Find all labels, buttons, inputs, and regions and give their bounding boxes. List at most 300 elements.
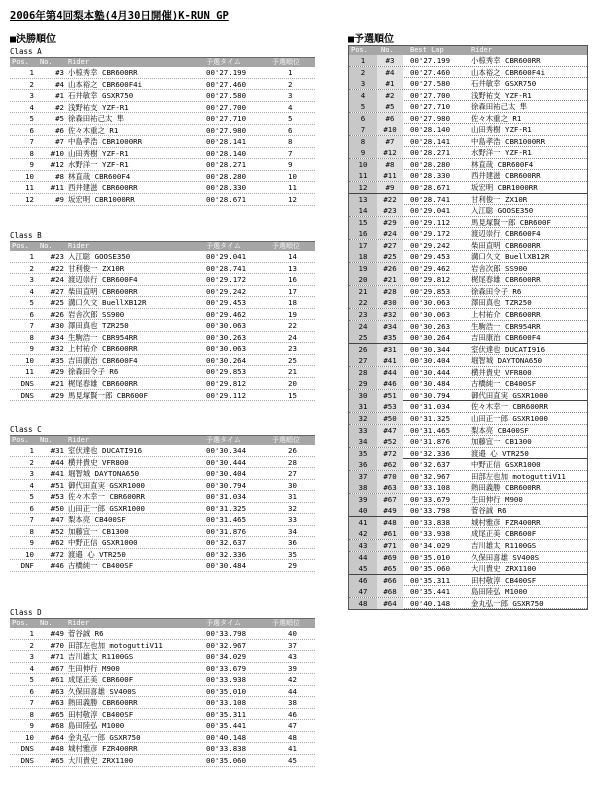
cell-rider: 吉田康治 CBR600F4 <box>68 355 138 365</box>
header-best-lap: Best Lap <box>410 46 444 54</box>
cell-qual-time: 00'35.311 <box>206 709 247 719</box>
cell-qual-time: 00'31.876 <box>206 526 247 536</box>
cell-best-lap: 00'32.637 <box>410 460 451 470</box>
cell-pos: 10 <box>25 549 34 559</box>
table-row <box>10 286 315 298</box>
cell-no: #31 <box>50 446 64 455</box>
cell-no: #72 <box>50 549 64 559</box>
cell-rider: 城村雅彦 FZR400RR <box>471 517 541 527</box>
cell-no: #27 <box>377 240 403 251</box>
table-row <box>10 560 315 572</box>
cell-rider: 佐々木重之 R1 <box>471 113 522 123</box>
table-row <box>10 125 315 137</box>
cell-qual-time: 00'28.330 <box>206 183 247 193</box>
cell-best-lap: 00'27.980 <box>410 113 451 123</box>
cell-no: #7 <box>55 137 64 147</box>
cell-rider: 中野正信 GSXR1000 <box>68 538 138 548</box>
table-row <box>10 491 315 503</box>
cell-pos: 2 <box>29 79 34 89</box>
cell-rider: 金丸弘一郎 GSXR750 <box>68 732 141 742</box>
cell-pos: 21 <box>349 286 377 297</box>
cell-qual-time: 00'27.710 <box>206 114 247 124</box>
cell-pos: 10 <box>25 355 34 365</box>
cell-no: #61 <box>50 675 64 685</box>
cell-pos: 30 <box>349 390 377 401</box>
cell-qual-time: 00'28.140 <box>206 148 247 158</box>
table-row <box>10 445 315 457</box>
cell-rider: 梶尾春雄 CBR600RR <box>68 379 138 389</box>
cell-best-lap: 00'27.460 <box>410 67 451 77</box>
cell-qual-time: 00'27.460 <box>206 79 247 89</box>
qualifying-table <box>348 45 588 610</box>
cell-rider: 林直哉 CBR600F4 <box>68 171 131 181</box>
cell-rider: 上村祐介 CBR600RR <box>68 344 138 354</box>
table-row <box>349 332 587 344</box>
table-row <box>10 390 315 402</box>
cell-best-lap: 00'31.034 <box>410 402 451 412</box>
header-no: No. <box>40 436 53 444</box>
cell-rider: 岩舎次郎 SS900 <box>471 263 528 273</box>
cell-no: #48 <box>50 744 64 754</box>
cell-pos: DNS <box>20 390 34 400</box>
cell-no: #63 <box>377 482 403 493</box>
cell-pos: 6 <box>29 309 34 319</box>
cell-rider: 田村敬淳 CB400SF <box>471 575 537 585</box>
cell-no: #11 <box>50 183 64 193</box>
cell-rider: 坂宏明 CBR1000RR <box>68 195 135 205</box>
cell-rider: 溝口久文 BuellXB12R <box>471 252 550 262</box>
cell-rider: 吉田康治 CBR600F4 <box>471 333 541 343</box>
class-label: Class D <box>10 608 42 617</box>
cell-rider: 梨本亮 CB400SF <box>471 425 529 435</box>
cell-qual-time: 00'30.264 <box>206 355 247 365</box>
cell-rider: 室伏達也 DUCATI916 <box>68 446 143 455</box>
table-row <box>349 321 587 333</box>
cell-rider: 田村敬淳 CB400SF <box>68 709 134 719</box>
cell-pos: 16 <box>349 228 377 239</box>
table-row <box>349 297 587 309</box>
table-row <box>349 517 587 529</box>
cell-no: #70 <box>377 471 403 482</box>
cell-qual-rank: 28 <box>288 457 297 467</box>
cell-qual-time: 00'33.798 <box>206 629 247 638</box>
cell-rider: 甘利俊一 ZX10R <box>471 194 528 204</box>
cell-rider: 徐森田令子 R6 <box>471 286 522 296</box>
cell-no: #29 <box>50 367 64 377</box>
cell-best-lap: 00'30.794 <box>410 390 451 400</box>
cell-no: #21 <box>50 379 64 389</box>
cell-qual-time: 00'33.938 <box>206 675 247 685</box>
cell-qual-rank: 48 <box>288 732 297 742</box>
cell-no: #62 <box>377 459 403 470</box>
cell-rider: 大川貴史 ZRX1100 <box>68 756 134 766</box>
cell-no: #1 <box>377 78 403 89</box>
table-row <box>349 540 587 552</box>
cell-pos: 3 <box>29 469 34 479</box>
cell-no: #32 <box>377 309 403 320</box>
cell-pos: 24 <box>349 321 377 332</box>
cell-no: #71 <box>50 652 64 662</box>
table-row <box>349 228 587 240</box>
header-pos: Pos. <box>12 436 29 444</box>
cell-pos: 39 <box>349 494 377 505</box>
cell-no: #64 <box>377 598 403 609</box>
cell-qual-time: 00'29.041 <box>206 252 247 261</box>
cell-pos: 2 <box>29 457 34 467</box>
cell-no: #3 <box>55 68 64 77</box>
cell-no: #67 <box>50 663 64 673</box>
table-row <box>10 663 315 675</box>
cell-no: #28 <box>377 286 403 297</box>
table-row <box>349 448 587 460</box>
table-row <box>349 147 587 159</box>
cell-no: #34 <box>50 332 64 342</box>
cell-no: #72 <box>377 448 403 459</box>
cell-qual-rank: 37 <box>288 640 297 650</box>
cell-qual-time: 00'30.484 <box>206 561 247 571</box>
cell-no: #2 <box>377 90 403 101</box>
cell-no: #9 <box>55 195 64 205</box>
cell-no: #66 <box>377 575 403 586</box>
cell-rider: 横井貴史 VFR800 <box>471 367 532 377</box>
cell-pos: 10 <box>25 171 34 181</box>
cell-pos: 37 <box>349 471 377 482</box>
cell-no: #12 <box>377 147 403 158</box>
table-row <box>349 552 587 564</box>
table-row <box>349 159 587 171</box>
cell-rider: 室伏達也 DUCATI916 <box>471 344 546 354</box>
table-row <box>349 586 587 598</box>
header-rider: Rider <box>68 58 90 66</box>
table-row <box>10 503 315 515</box>
table-row <box>10 640 315 652</box>
cell-no: #50 <box>50 503 64 513</box>
final-section-title: ■決勝順位 <box>10 34 57 45</box>
cell-no: #25 <box>377 251 403 262</box>
cell-pos: 5 <box>29 114 34 124</box>
cell-qual-time: 00'31.034 <box>206 492 247 502</box>
cell-best-lap: 00'35.441 <box>410 587 451 597</box>
cell-pos: 29 <box>349 378 377 389</box>
header-qual-time: 予選タイム <box>206 619 241 627</box>
table-row <box>10 755 315 767</box>
table-row <box>349 378 587 390</box>
cell-qual-rank: 43 <box>288 652 297 662</box>
cell-pos: 10 <box>349 159 377 170</box>
cell-pos: 1 <box>349 55 377 66</box>
table-row <box>349 459 587 471</box>
cell-pos: 33 <box>349 425 377 436</box>
cell-rider: 島田陸弘 M1000 <box>471 587 528 597</box>
cell-qual-time: 00'27.980 <box>206 125 247 135</box>
cell-qual-rank: 42 <box>288 675 297 685</box>
cell-pos: 41 <box>349 517 377 528</box>
cell-pos: 17 <box>349 240 377 251</box>
cell-qual-time: 00'30.063 <box>206 321 247 331</box>
cell-qual-rank: 10 <box>288 171 297 181</box>
cell-qual-time: 00'34.029 <box>206 652 247 662</box>
table-row <box>10 526 315 538</box>
cell-pos: 23 <box>349 309 377 320</box>
cell-best-lap: 00'29.112 <box>410 217 451 227</box>
cell-no: #35 <box>377 332 403 343</box>
cell-no: #22 <box>50 263 64 273</box>
cell-rider: 生駒浩一 CBR954RR <box>68 332 138 342</box>
cell-pos: 34 <box>349 436 377 447</box>
final-table <box>10 618 315 767</box>
final-table-header <box>10 618 315 628</box>
table-row <box>10 148 315 160</box>
final-table-header <box>10 435 315 445</box>
cell-no: #63 <box>50 686 64 696</box>
table-row <box>10 514 315 526</box>
cell-no: #41 <box>377 355 403 366</box>
cell-rider: 山田正一郎 GSXR1000 <box>68 503 145 513</box>
cell-no: #11 <box>377 170 403 181</box>
table-row <box>349 425 587 437</box>
cell-pos: 42 <box>349 528 377 539</box>
table-row <box>349 170 587 182</box>
table-row <box>349 194 587 206</box>
cell-best-lap: 00'35.311 <box>410 575 451 585</box>
cell-no: #23 <box>377 205 403 216</box>
cell-qual-time: 00'29.462 <box>206 309 247 319</box>
cell-best-lap: 00'29.172 <box>410 229 451 239</box>
table-row <box>349 124 587 136</box>
cell-qual-time: 00'30.344 <box>206 446 247 455</box>
cell-pos: 46 <box>349 575 377 586</box>
cell-qual-rank: 32 <box>288 503 297 513</box>
cell-pos: 6 <box>29 125 34 135</box>
cell-no: #29 <box>377 217 403 228</box>
cell-qual-rank: 16 <box>288 275 297 285</box>
cell-best-lap: 00'33.108 <box>410 483 451 493</box>
table-row <box>10 549 315 561</box>
table-row <box>349 217 587 229</box>
cell-rider: 馬見塚賢一郎 CBR600F <box>68 390 148 400</box>
cell-best-lap: 00'30.404 <box>410 356 451 366</box>
cell-best-lap: 00'28.141 <box>410 136 451 146</box>
cell-pos: 27 <box>349 355 377 366</box>
cell-rider: 馬見塚賢一郎 CBR600F <box>471 217 551 227</box>
table-row <box>349 274 587 286</box>
cell-pos: 31 <box>349 401 377 412</box>
table-row <box>10 332 315 344</box>
cell-pos: 7 <box>29 515 34 525</box>
table-row <box>349 401 587 413</box>
cell-pos: DNF <box>20 561 34 571</box>
cell-pos: 48 <box>349 598 377 609</box>
cell-pos: DNS <box>20 756 34 766</box>
cell-rider: 入江聡 GOOSE350 <box>471 206 534 216</box>
cell-rider: 吉川雄太 R1100GS <box>471 540 537 550</box>
cell-pos: 2 <box>29 640 34 650</box>
table-row <box>10 67 315 79</box>
table-row <box>349 101 587 113</box>
table-row <box>349 136 587 148</box>
cell-pos: 10 <box>25 732 34 742</box>
cell-best-lap: 00'30.063 <box>410 310 451 320</box>
cell-qual-time: 00'30.404 <box>206 469 247 479</box>
cell-qual-rank: 3 <box>288 91 293 101</box>
cell-qual-rank: 25 <box>288 355 297 365</box>
cell-qual-rank: 15 <box>288 390 297 400</box>
cell-no: #8 <box>55 171 64 181</box>
cell-best-lap: 00'28.271 <box>410 148 451 158</box>
cell-pos: 35 <box>349 448 377 459</box>
cell-pos: 4 <box>29 480 34 490</box>
cell-qual-time: 00'33.108 <box>206 698 247 708</box>
cell-no: #26 <box>50 309 64 319</box>
table-row <box>349 78 587 90</box>
cell-qual-time: 00'29.453 <box>206 298 247 308</box>
table-row <box>349 598 587 610</box>
cell-rider: 小椋秀幸 CBR600RR <box>68 68 138 77</box>
cell-rider: 澤田真也 TZR250 <box>68 321 129 331</box>
header-no: No. <box>40 619 53 627</box>
cell-qual-rank: 26 <box>288 446 297 455</box>
cell-rider: 田部左也加 motoguttiV11 <box>471 471 566 481</box>
table-row <box>349 436 587 448</box>
cell-best-lap: 00'29.462 <box>410 263 451 273</box>
cell-no: #41 <box>50 469 64 479</box>
header-qual-rank: 予選順位 <box>272 619 300 627</box>
cell-pos: 8 <box>29 148 34 158</box>
cell-qual-rank: 11 <box>288 183 297 193</box>
cell-qual-rank: 41 <box>288 744 297 754</box>
cell-pos: 28 <box>349 367 377 378</box>
cell-best-lap: 00'29.853 <box>410 286 451 296</box>
cell-pos: 3 <box>349 78 377 89</box>
cell-qual-rank: 7 <box>288 148 293 158</box>
table-row <box>349 390 587 402</box>
cell-no: #68 <box>377 586 403 597</box>
cell-no: #30 <box>50 321 64 331</box>
cell-qual-time: 00'30.794 <box>206 480 247 490</box>
cell-rider: 梶尾春雄 CBR600RR <box>471 275 541 285</box>
header-rider: Rider <box>471 46 493 54</box>
cell-qual-time: 00'31.465 <box>206 515 247 525</box>
cell-qual-time: 00'32.336 <box>206 549 247 559</box>
cell-best-lap: 00'28.330 <box>410 171 451 181</box>
qualifying-header <box>349 46 587 55</box>
cell-pos: 9 <box>349 147 377 158</box>
final-table-header <box>10 57 315 67</box>
cell-pos: 40 <box>349 505 377 516</box>
cell-no: #61 <box>377 528 403 539</box>
cell-best-lap: 00'29.812 <box>410 275 451 285</box>
table-row <box>10 194 315 206</box>
cell-no: #71 <box>377 540 403 551</box>
cell-best-lap: 00'32.336 <box>410 448 451 458</box>
table-row <box>10 628 315 640</box>
cell-best-lap: 00'27.199 <box>410 56 451 65</box>
cell-rider: 澤田真也 TZR250 <box>471 298 532 308</box>
cell-pos: 19 <box>349 263 377 274</box>
cell-no: #2 <box>55 102 64 112</box>
cell-pos: 7 <box>349 124 377 135</box>
header-rider: Rider <box>68 242 90 250</box>
table-row <box>10 320 315 332</box>
header-no: No. <box>381 46 394 54</box>
cell-no: #64 <box>50 732 64 742</box>
cell-no: #30 <box>377 297 403 308</box>
cell-rider: 西井建滋 CBR600RR <box>471 171 541 181</box>
cell-pos: 8 <box>29 526 34 536</box>
cell-pos: 1 <box>29 446 34 455</box>
cell-no: #32 <box>50 344 64 354</box>
table-row <box>349 205 587 217</box>
cell-qual-rank: 38 <box>288 698 297 708</box>
cell-pos: 3 <box>29 91 34 101</box>
cell-rider: 岩舎次郎 SS900 <box>68 309 125 319</box>
table-row <box>349 90 587 102</box>
cell-pos: 15 <box>349 217 377 228</box>
cell-no: #5 <box>55 114 64 124</box>
cell-rider: 横井貴史 VFR800 <box>68 457 129 467</box>
cell-best-lap: 00'35.060 <box>410 564 451 574</box>
cell-rider: 加藤宜一 CB1300 <box>68 526 129 536</box>
cell-best-lap: 00'28.671 <box>410 183 451 193</box>
cell-rider: 田部左也加 motoguttiV11 <box>68 640 163 650</box>
cell-no: #47 <box>50 515 64 525</box>
table-row <box>349 528 587 540</box>
cell-rider: 渡辺崇行 CBR600F4 <box>68 275 138 285</box>
cell-pos: 12 <box>25 195 34 205</box>
cell-pos: DNS <box>20 379 34 389</box>
table-row <box>10 378 315 390</box>
cell-qual-time: 00'29.853 <box>206 367 247 377</box>
cell-qual-rank: 17 <box>288 286 297 296</box>
cell-no: #31 <box>377 344 403 355</box>
cell-best-lap: 00'28.280 <box>410 159 451 169</box>
header-qual-time: 予選タイム <box>206 58 241 66</box>
table-row <box>349 55 587 67</box>
cell-qual-time: 00'35.441 <box>206 721 247 731</box>
cell-pos: 32 <box>349 413 377 424</box>
cell-no: #51 <box>377 390 403 401</box>
cell-rider: 入江聡 GOOSE350 <box>68 252 131 261</box>
cell-rider: 西井建滋 CBR600RR <box>68 183 138 193</box>
cell-pos: 47 <box>349 586 377 597</box>
cell-rider: 小椋秀幸 CBR600RR <box>471 56 541 65</box>
table-row <box>349 286 587 298</box>
cell-qual-time: 00'33.838 <box>206 744 247 754</box>
cell-no: #10 <box>377 124 403 135</box>
cell-pos: 7 <box>29 698 34 708</box>
cell-qual-rank: 6 <box>288 125 293 135</box>
cell-qual-rank: 35 <box>288 549 297 559</box>
header-rider: Rider <box>68 619 90 627</box>
cell-no: #24 <box>50 275 64 285</box>
cell-pos: 5 <box>29 492 34 502</box>
cell-pos: 6 <box>29 686 34 696</box>
cell-no: #25 <box>50 298 64 308</box>
cell-rider: 渡辺崇行 CBR600F4 <box>471 229 541 239</box>
cell-no: #24 <box>377 228 403 239</box>
cell-qual-time: 00'29.172 <box>206 275 247 285</box>
cell-best-lap: 00'29.242 <box>410 240 451 250</box>
cell-pos: 36 <box>349 459 377 470</box>
cell-qual-rank: 14 <box>288 252 297 261</box>
class-label: Class C <box>10 425 42 434</box>
cell-pos: 3 <box>29 275 34 285</box>
table-row <box>349 575 587 587</box>
table-row <box>10 457 315 469</box>
table-row <box>10 697 315 709</box>
table-row <box>349 471 587 483</box>
final-table <box>10 435 315 572</box>
